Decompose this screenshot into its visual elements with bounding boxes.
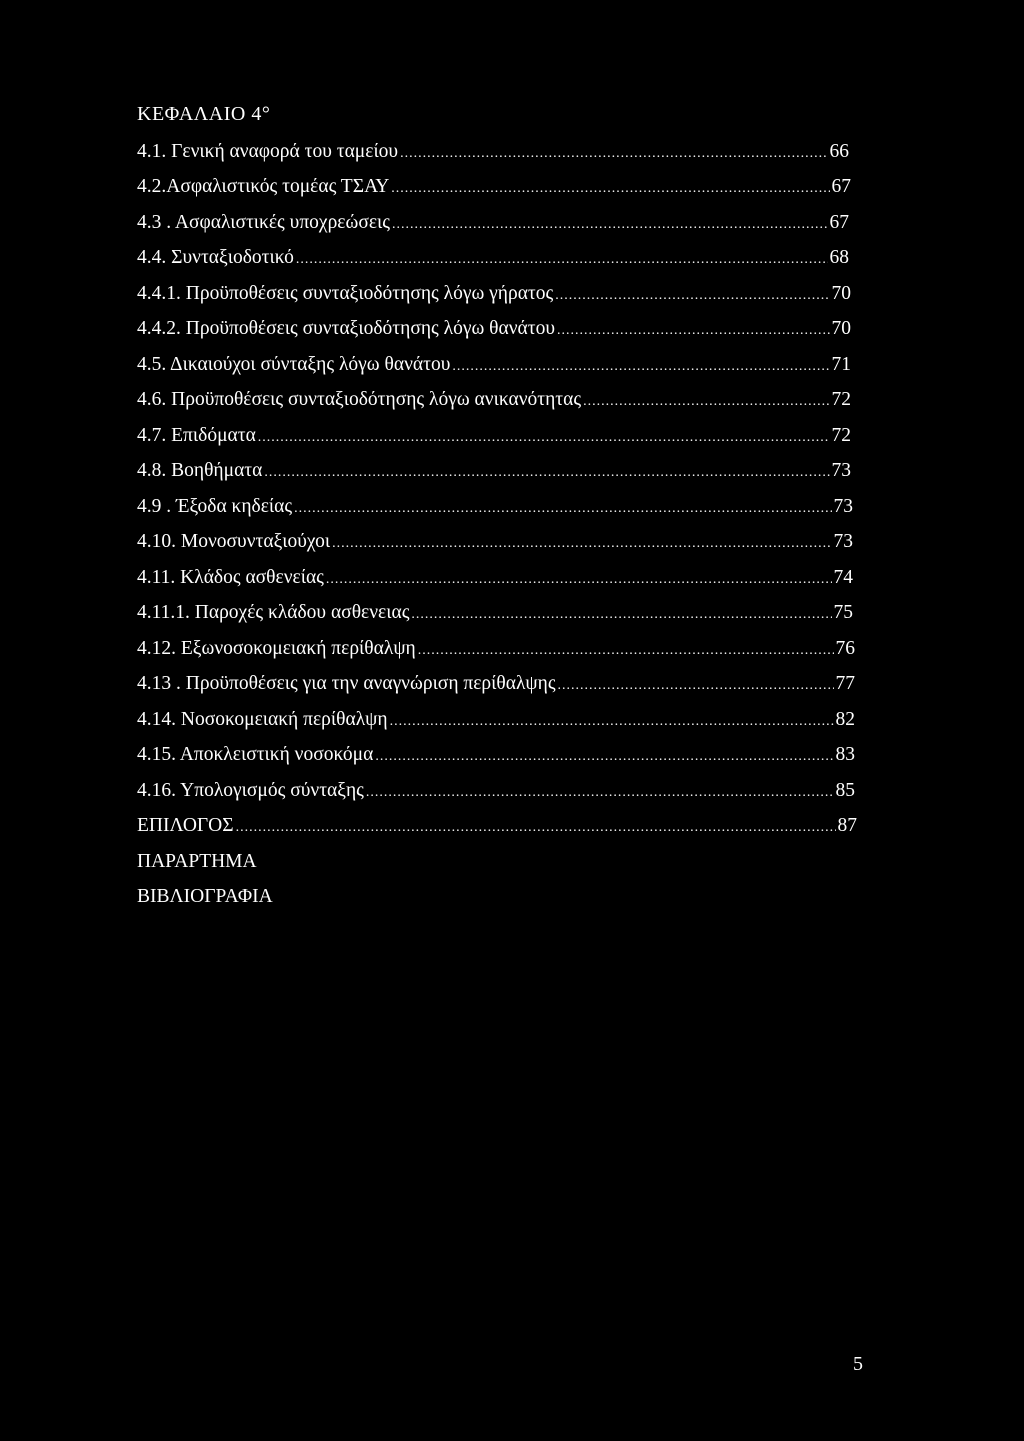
toc-entry-label: 4.2.Ασφαλιστικός τομέας ΤΣΑΥ (137, 176, 390, 198)
toc-entry (137, 525, 853, 561)
toc-dot-leader (400, 141, 827, 163)
toc-entry-label: ΒΙΒΛΙΟΓΡΑΦΙΑ (137, 886, 273, 908)
toc-entry (137, 276, 851, 312)
toc-entry (137, 347, 851, 383)
toc-entry-page: 73 (833, 531, 853, 553)
toc-entry (137, 489, 853, 525)
toc-entry-label: 4.4. Συνταξιοδοτικό (137, 247, 294, 269)
toc-entry-page: 73 (833, 495, 853, 517)
toc-entry-label: 4.3 . Ασφαλιστικές υποχρεώσεις (137, 211, 390, 233)
page-number: 5 (853, 1353, 863, 1375)
toc-entry-page: 83 (835, 744, 855, 766)
toc-entry-label: 4.16. Υπολογισμός σύνταξης (137, 779, 364, 801)
toc-entry-label: 4.11. Κλάδος ασθενείας (137, 566, 324, 588)
toc-entry (137, 241, 849, 277)
toc-dot-leader (375, 744, 833, 766)
toc-entry-page: 70 (831, 318, 851, 340)
chapter-title: ΚΕΦΑΛΑΙΟ 4° (137, 103, 271, 125)
toc-entry-label: 4.11.1. Παροχές κλάδου ασθενειας (137, 602, 410, 624)
toc-entry-page: 76 (835, 637, 855, 659)
toc-entry-page: 70 (831, 282, 851, 304)
toc-dot-leader (452, 354, 829, 376)
toc-dot-leader (390, 709, 834, 731)
toc-entry-page: 82 (835, 708, 855, 730)
toc-dot-leader (418, 638, 834, 660)
toc-entry-label: 4.7. Επιδόματα (137, 424, 256, 446)
table-of-contents (137, 134, 857, 915)
toc-entry-label: 4.1. Γενική αναφορά του ταμείου (137, 140, 399, 162)
toc-entry-label: 4.5. Δικαιούχοι σύνταξης λόγω θανάτου (137, 353, 451, 375)
toc-entry-label: 4.6. Προϋποθέσεις συνταξιοδότησης λόγω ανικανότητας (137, 389, 582, 411)
toc-entry-page: 66 (829, 140, 849, 162)
toc-entry (137, 454, 851, 490)
toc-entry (137, 702, 855, 738)
toc-entry (137, 418, 851, 454)
toc-entry (137, 170, 851, 206)
toc-entry (137, 773, 855, 809)
toc-dot-leader (296, 247, 828, 269)
toc-entry-page: 85 (835, 779, 855, 801)
toc-entry-page: 72 (831, 424, 851, 446)
toc-dot-leader (557, 318, 829, 340)
toc-entry (137, 809, 857, 845)
toc-dot-leader (558, 673, 834, 695)
toc-entry-page: 87 (837, 815, 857, 837)
toc-dot-leader (555, 283, 829, 305)
toc-entry (137, 667, 855, 703)
toc-entry-label: ΕΠΙΛΟΓΟΣ (137, 815, 234, 837)
toc-entry-page: 72 (831, 389, 851, 411)
toc-entry-page: 75 (833, 602, 853, 624)
toc-entry (137, 844, 857, 880)
toc-entry (137, 738, 855, 774)
toc-dot-leader (294, 496, 831, 518)
toc-dot-leader (583, 389, 829, 411)
toc-entry-label: 4.4.1. Προϋποθέσεις συνταξιοδότησης λόγω γήρατος (137, 282, 554, 304)
toc-dot-leader (332, 531, 831, 553)
toc-entry-label: 4.4.2. Προϋποθέσεις συνταξιοδότησης λόγω θανάτου (137, 318, 556, 340)
toc-dot-leader (411, 602, 831, 624)
toc-entry (137, 383, 851, 419)
toc-entry (137, 312, 851, 348)
toc-entry-label: 4.13 . Προϋποθέσεις για την αναγνώριση περίθαλψης (137, 673, 556, 695)
toc-dot-leader (391, 176, 829, 198)
toc-entry-page: 67 (829, 211, 849, 233)
toc-entry-label: 4.9 . Έξοδα κηδείας (137, 495, 293, 517)
toc-entry-page: 73 (831, 460, 851, 482)
toc-entry-label: 4.15. Αποκλειστική νοσοκόμα (137, 744, 374, 766)
toc-dot-leader (258, 425, 830, 447)
toc-entry-page: 67 (831, 176, 851, 198)
toc-dot-leader (366, 780, 834, 802)
toc-entry (137, 560, 853, 596)
toc-entry (137, 134, 849, 170)
toc-entry-page: 71 (831, 353, 851, 375)
toc-entry (137, 880, 857, 916)
toc-entry-page: 68 (829, 247, 849, 269)
toc-entry (137, 596, 853, 632)
toc-entry-label: ΠΑΡΑΡΤΗΜΑ (137, 850, 257, 872)
toc-dot-leader (264, 460, 829, 482)
toc-dot-leader (236, 815, 836, 837)
toc-entry (137, 631, 855, 667)
toc-entry-page: 74 (833, 566, 853, 588)
toc-entry-label: 4.12. Εξωνοσοκομειακή περίθαλψη (137, 637, 416, 659)
toc-entry (137, 205, 849, 241)
toc-entry-label: 4.10. Μονοσυνταξιούχοι (137, 531, 331, 553)
toc-entry-label: 4.8. Βοηθήματα (137, 460, 263, 482)
toc-dot-leader (392, 212, 828, 234)
toc-entry-label: 4.14. Νοσοκομειακή περίθαλψη (137, 708, 388, 730)
toc-entry-page: 77 (835, 673, 855, 695)
toc-dot-leader (326, 567, 832, 589)
